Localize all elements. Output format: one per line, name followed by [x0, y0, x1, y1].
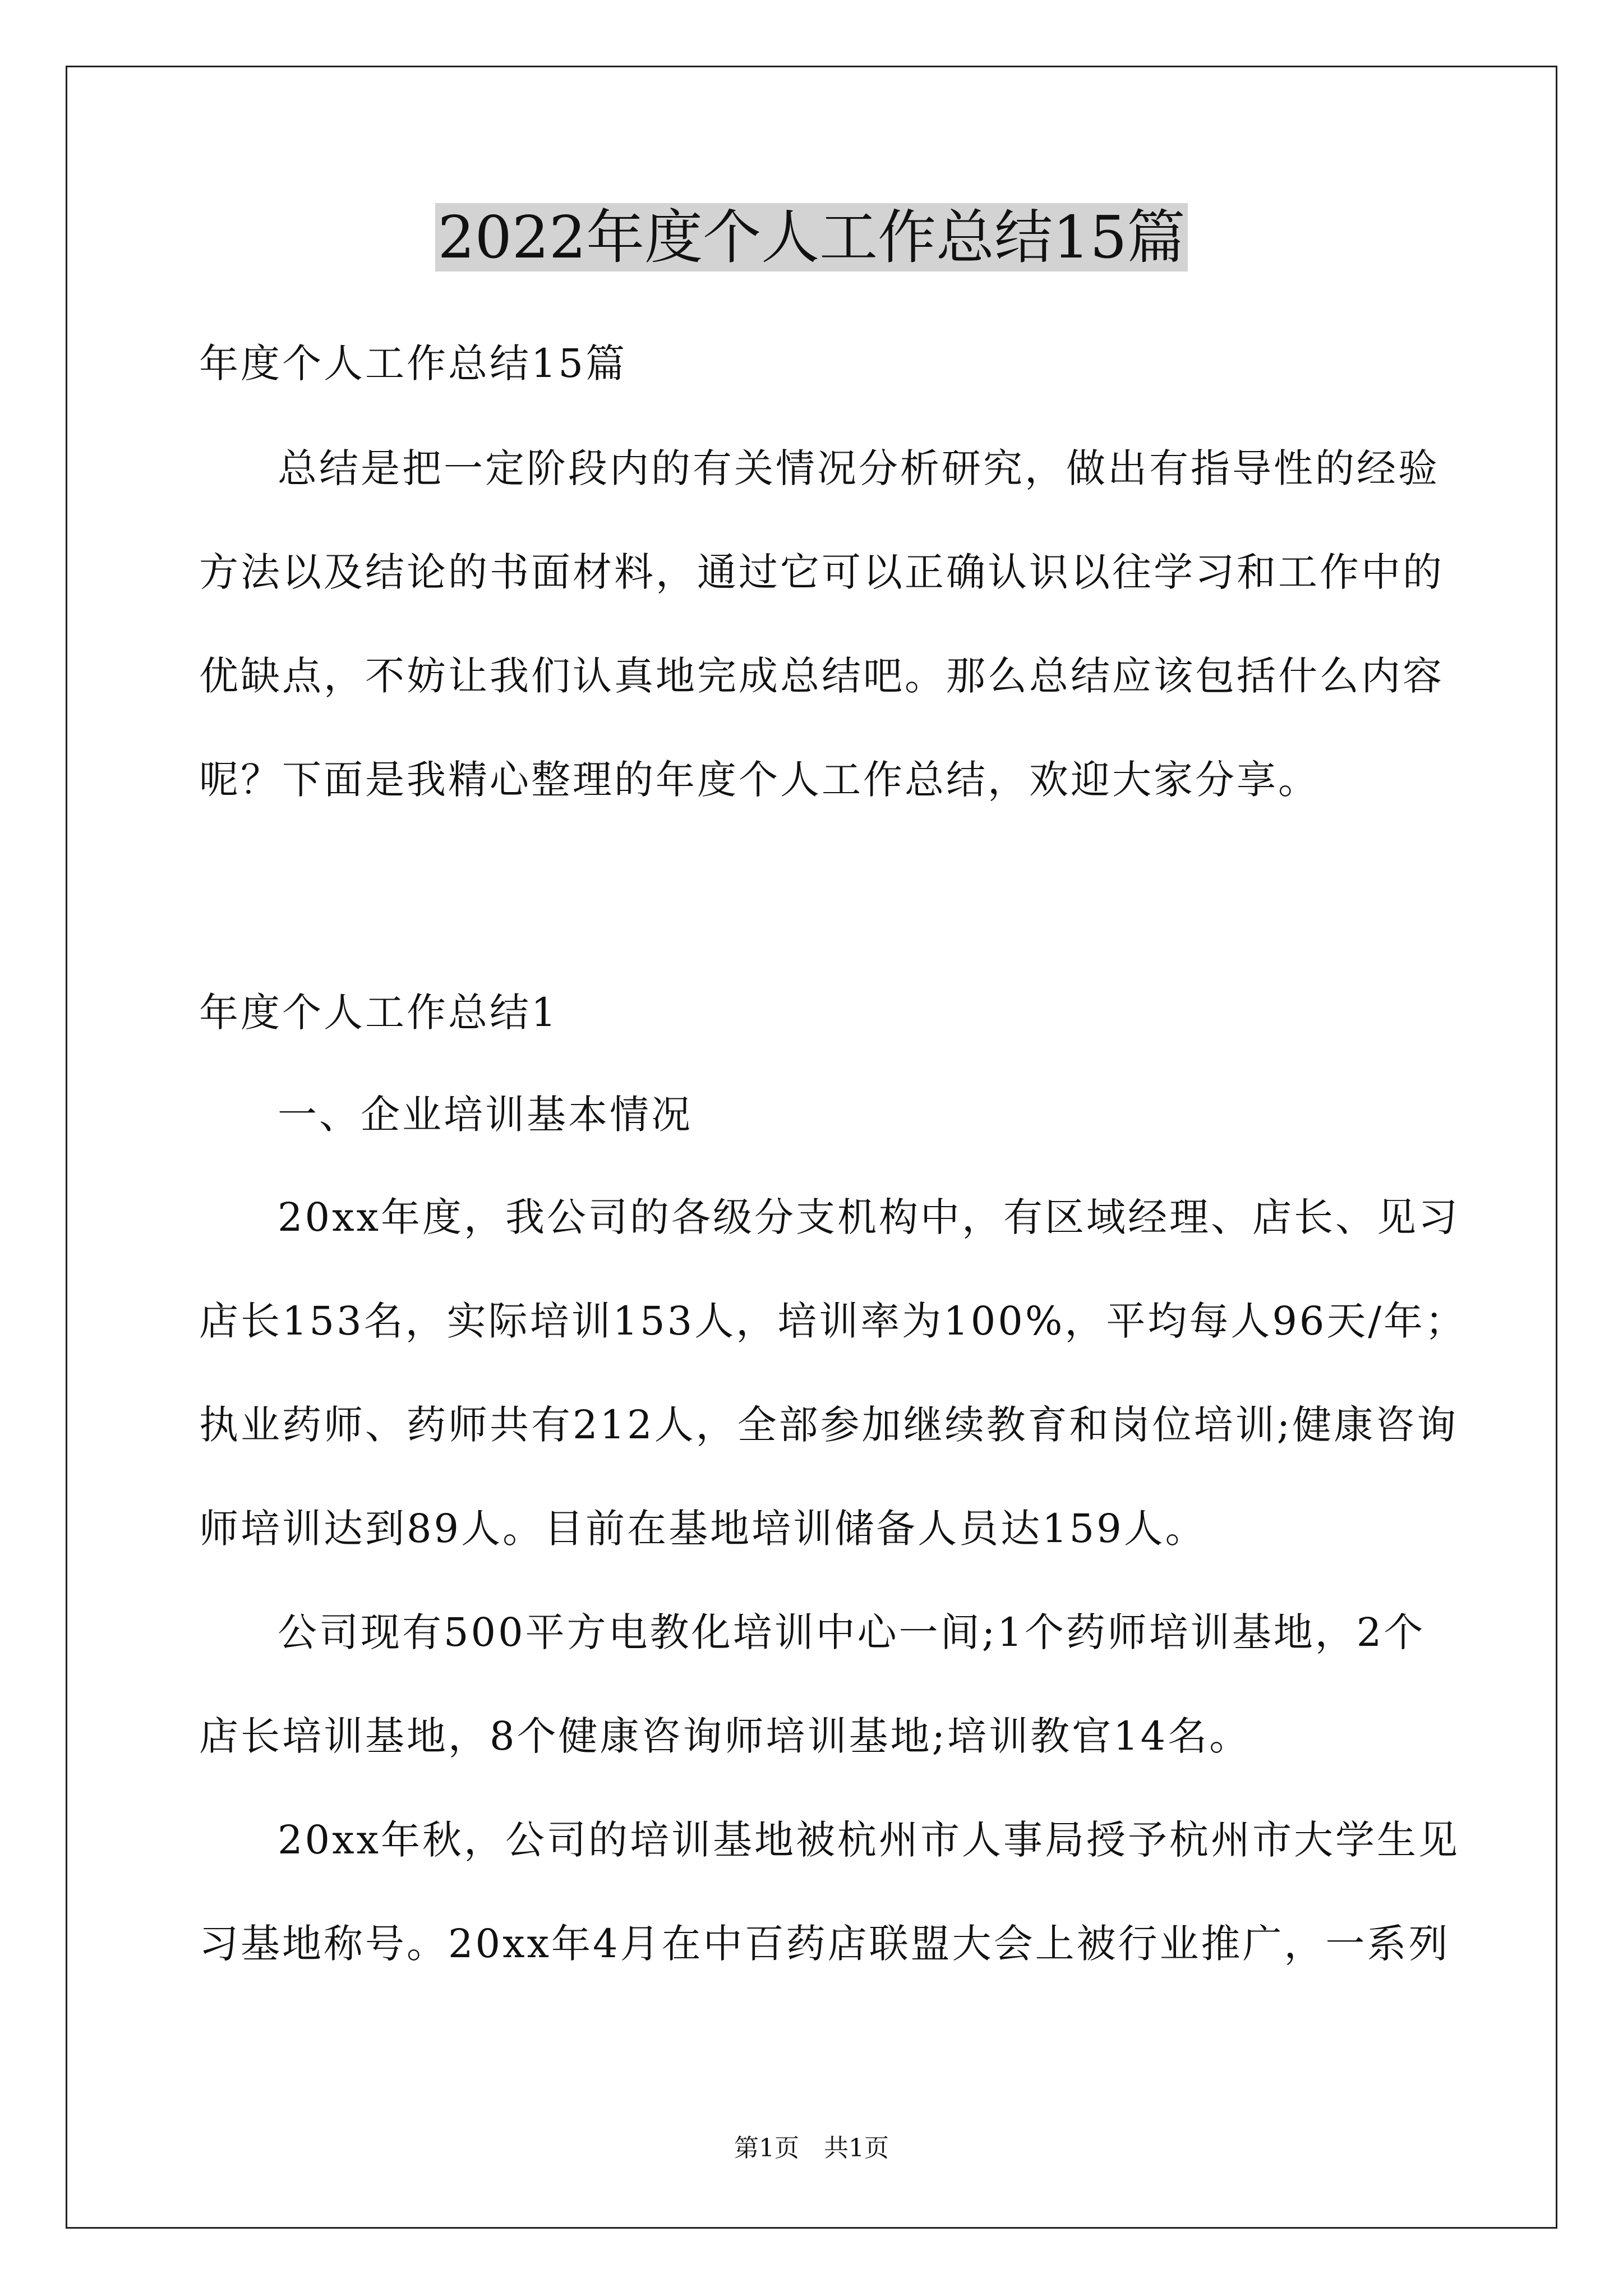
paragraph-line: 公司现有500平方电教化培训中心一间;1个药师培训基地，2个 — [278, 1609, 1426, 1655]
paragraph-line: 呢？下面是我精心整理的年度个人工作总结，欢迎大家分享。 — [199, 757, 1320, 803]
document-title-text: 2022年度个人工作总结15篇 — [435, 203, 1187, 272]
subheading: 一、企业培训基本情况 — [278, 1092, 693, 1138]
document-title — [0, 195, 1623, 279]
paragraph-line: 总结是把一定阶段内的有关情况分析研究，做出有指导性的经验 — [278, 445, 1440, 491]
page-footer: 第1页 共1页 — [734, 2134, 889, 2162]
paragraph-line: 习基地称号。20xx年4月在中百药店联盟大会上被行业推广，一系列 — [199, 1921, 1450, 1967]
paragraph-line: 店长培训基地，8个健康咨询师培训基地;培训教官14名。 — [199, 1713, 1251, 1759]
paragraph-line: 方法以及结论的书面材料，通过它可以正确认识以往学习和工作中的 — [199, 549, 1444, 595]
paragraph-line: 优缺点，不妨让我们认真地完成总结吧。那么总结应该包括什么内容 — [199, 653, 1444, 699]
section-heading: 年度个人工作总结15篇 — [199, 341, 628, 386]
paragraph-line: 20xx年度，我公司的各级分支机构中，有区域经理、店长、见习 — [278, 1194, 1460, 1240]
paragraph-line: 20xx年秋，公司的培训基地被杭州市人事局授予杭州市大学生见 — [278, 1817, 1460, 1863]
section-heading: 年度个人工作总结1 — [199, 990, 559, 1036]
paragraph-line: 店长153名，实际培训153人，培训率为100%，平均每人96天/年； — [199, 1298, 1467, 1344]
paragraph-line: 执业药师、药师共有212人，全部参加继续教育和岗位培训;健康咨询 — [199, 1402, 1459, 1448]
paragraph-line: 师培训达到89人。目前在基地培训储备人员达159人。 — [199, 1506, 1207, 1552]
